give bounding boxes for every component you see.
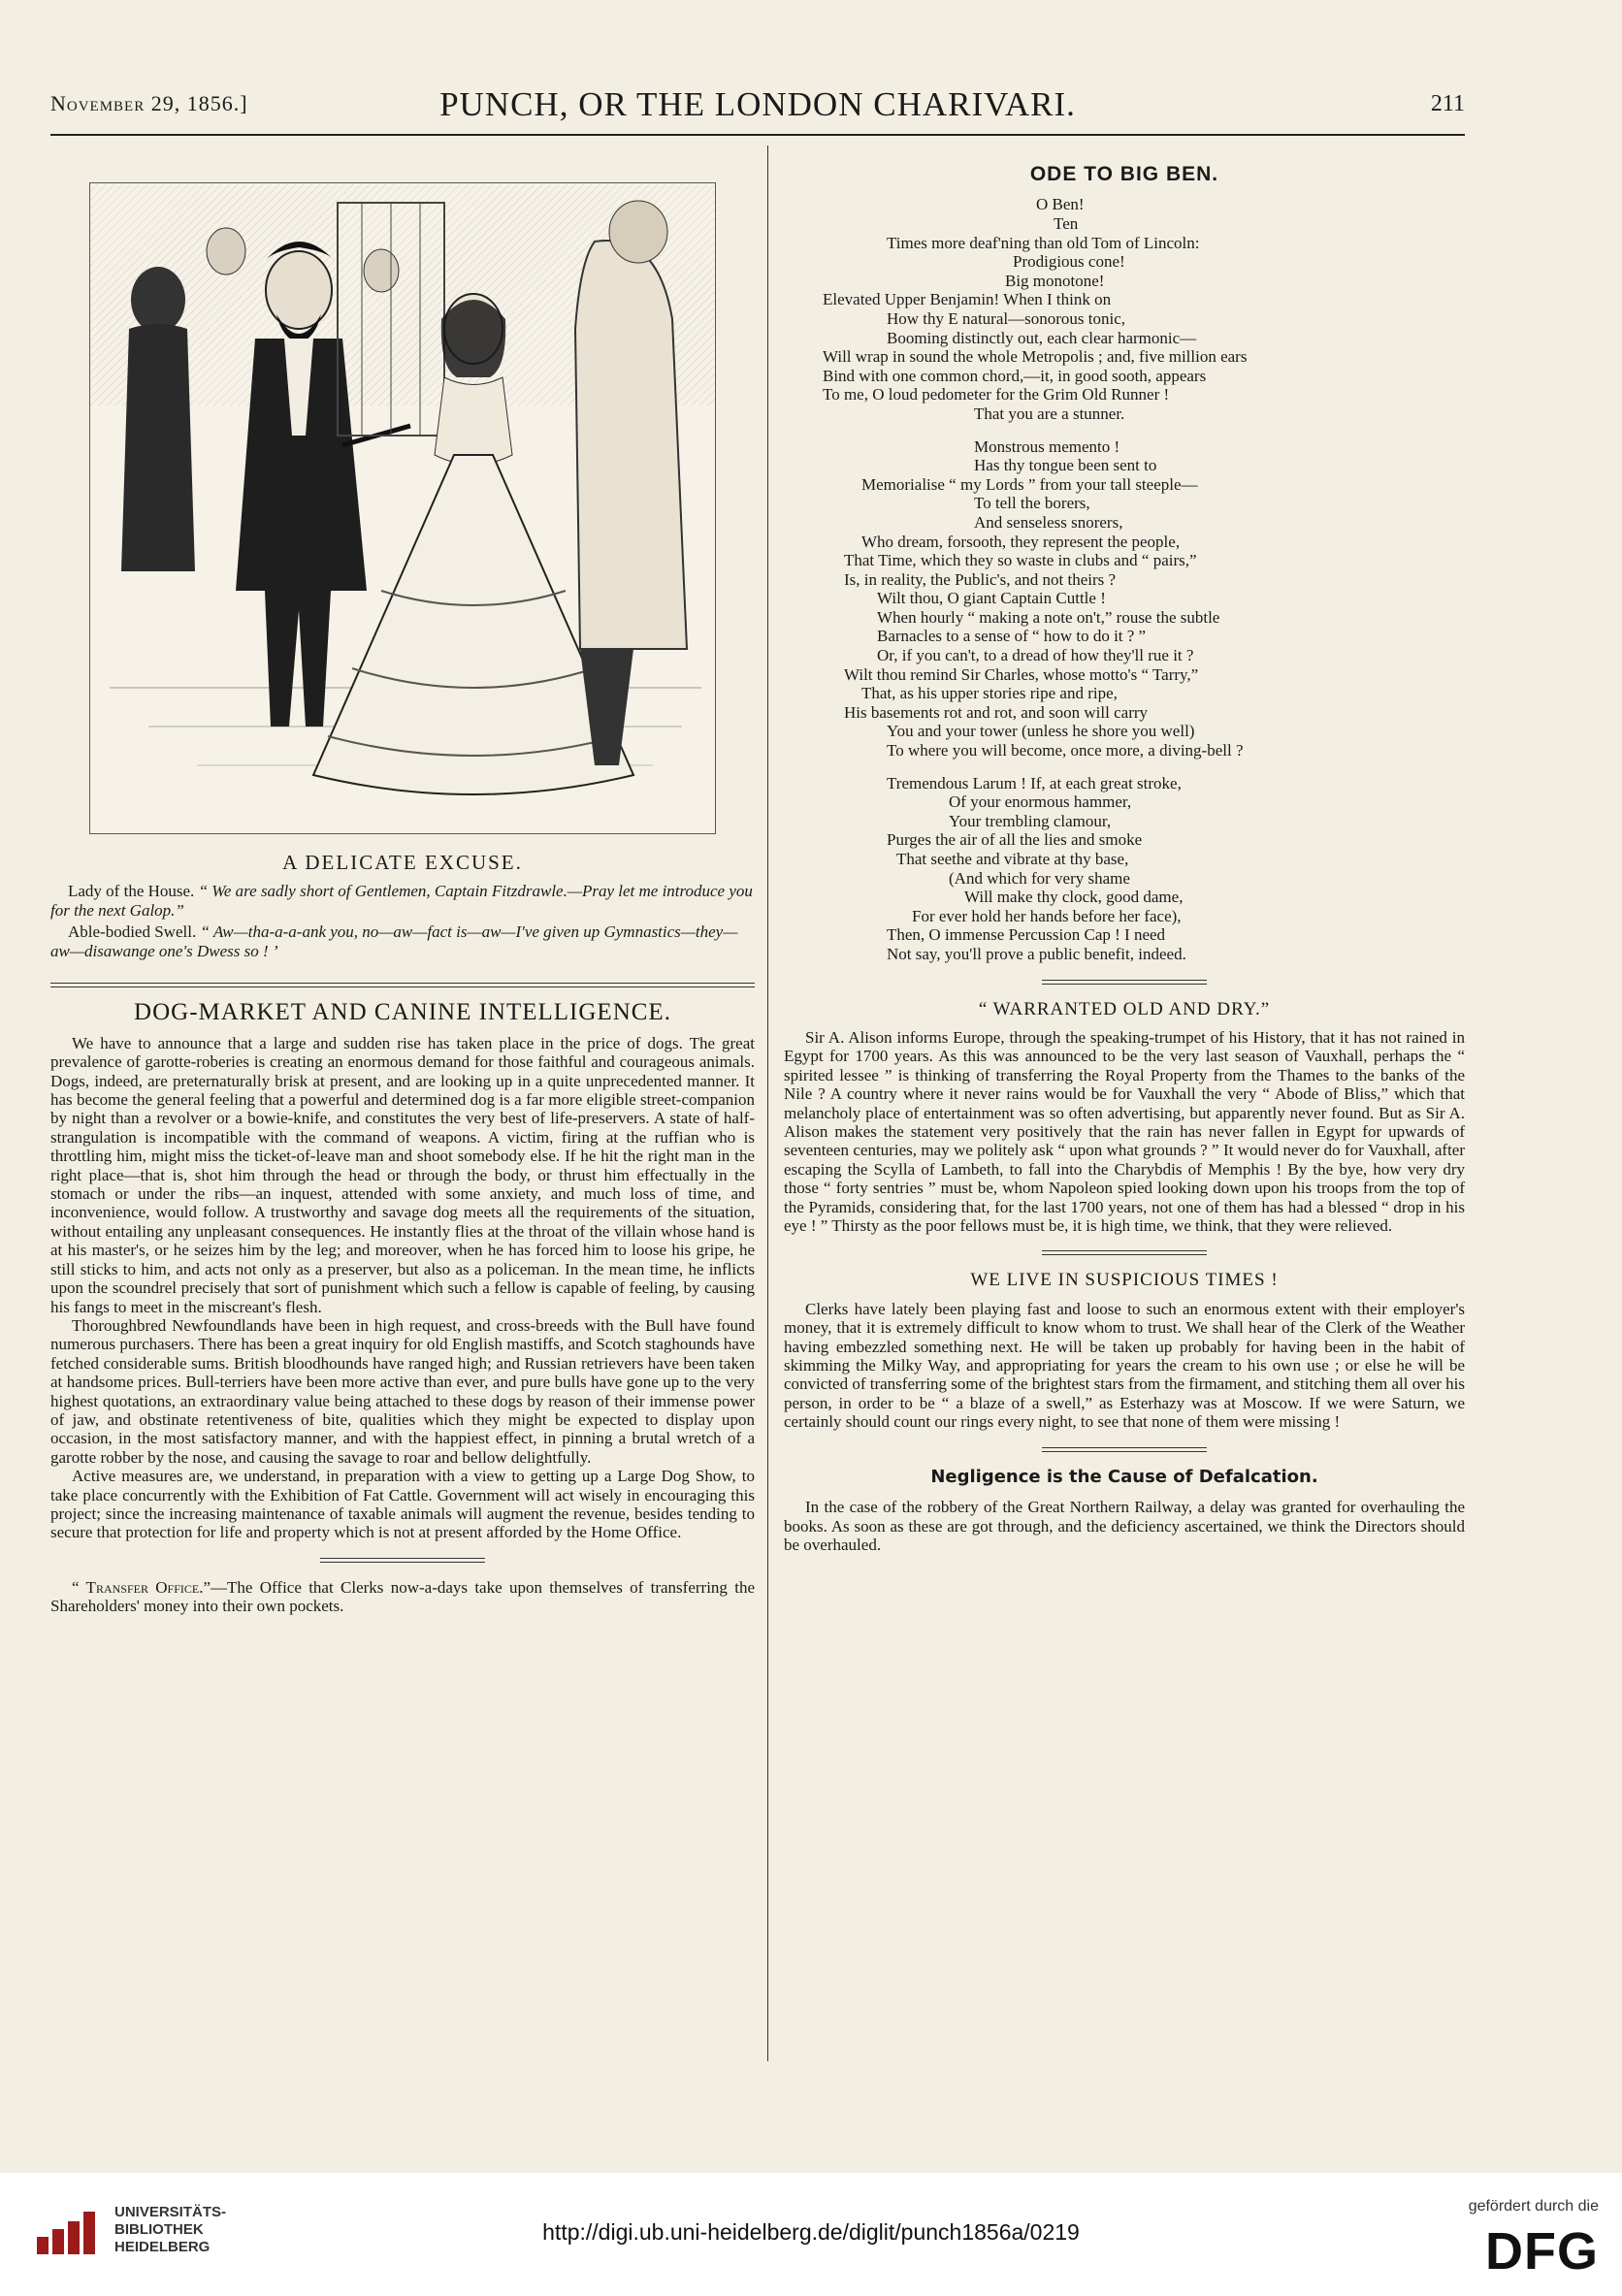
- viewer-footer: [0, 2173, 1622, 2296]
- dog-market-paragraph-2: Thoroughbred Newfoundlands have been in high request, and cross-breeds with the Bull have found numerous purchasers. There has been a great inquiry for old English mastiffs, and Scotch staghounds have fetched considerable sums. British bloodhounds have ranged high; and Russian retrievers have been taken at handsome prices. Bull-terriers have been more active than ever, and pure bulls have gone up to the very highest quotations, an extraordinary value being attached to these dogs by reason of their immense power of jaw, and obstinate retentiveness of bite, qualities which they might be expected to display upon occasion, in the most satisfactory manner, and with the happiest effect, in pinning a brutal wretch of a garotte robber by the nose, and causing the savage to roar and bellow delightfully.: [50, 1315, 755, 1467]
- poem-line: Barnacles to a sense of “ how to do it ? ”: [877, 627, 1147, 646]
- poem-line: To where you will become, once more, a diving-bell ?: [887, 741, 1244, 760]
- poem-line: Big monotone!: [1005, 271, 1105, 290]
- permalink-url[interactable]: http://digi.ub.uni-heidelberg.de/diglit/punch1856a/0219: [542, 2219, 1080, 2245]
- header-rule: [50, 134, 1465, 136]
- poem-line: Will make thy clock, good dame,: [964, 888, 1184, 907]
- poem-line: Memorialise “ my Lords ” from your tall steeple—: [861, 474, 1198, 494]
- poem-line: Then, O immense Percussion Cap ! I need: [887, 925, 1166, 945]
- poem-line: Booming distinctly out, each clear harmonic—: [887, 328, 1197, 347]
- poem-line: Is, in reality, the Public's, and not theirs ?: [844, 569, 1117, 589]
- poem-line: That you are a stunner.: [974, 404, 1125, 423]
- poem-line: Wilt thou remind Sir Charles, whose motto's “ Tarry,”: [844, 664, 1199, 684]
- poem-line: Bind with one common chord,—it, in good sooth, appears: [823, 366, 1207, 385]
- poem-line: Who dream, forsooth, they represent the people,: [861, 532, 1181, 551]
- caption-1-speaker: Lady of the House.: [68, 882, 195, 901]
- warranted-paragraph: Sir A. Alison informs Europe, through the speaking-trumpet of his History, that it has not rained in Egypt for 1700 years. As this was announced to be the very last season of Vauxhall, perhaps the “ spirited lessee ” is thinking of transferring the Royal Property from the Thames to the banks of the Nile ? A country where it never rains would be for Vauxhall the very “ Abode of Bliss,” which that melancholy place of entertainment was so often advertising, but apparently never found. But as Sir A. Alison makes the statement very positively that the rain has never fallen in Egypt for upwards of seventeen centuries, may we politely ask “ upon what grounds ? ” It would never do for Vauxhall, after escaping the Scylla of Lambeth, to fall into the Charybdis of Memphis ! By the bye, how very dry those “ forty sentries ” must be, whom Napoleon spied looking down upon his troops from the top of the Pyramids, considering that, for the last 1700 years, not one of them has had a blessed “ drop in his eye ! ” Thirsty as the poor fellows must be, it is high time, we think, that they were relieved.: [784, 1027, 1465, 1236]
- poem-line: When hourly “ making a note on't,” rouse the subtle: [877, 607, 1220, 627]
- transfer-text: —The Office that Clerks now-a-days take upon themselves of transferring the Shareholders' money into their own pockets.: [50, 1577, 756, 1616]
- poem-line: Purges the air of all the lies and smoke: [887, 830, 1143, 850]
- caption-1-quote: “ We are sadly short of Gentlemen, Captain Fitzdrawle.—Pray let me introduce you for the next Galop.”: [50, 882, 753, 921]
- header-date: November 29, 1856.]: [50, 91, 248, 115]
- poem-line: How thy E natural—sonorous tonic,: [887, 308, 1125, 328]
- suspicious-title: WE LIVE IN SUSPICIOUS TIMES !: [970, 1270, 1279, 1291]
- poem-line: Elevated Upper Benjamin! When I think on: [823, 290, 1112, 309]
- poem-line: Tremendous Larum ! If, at each great stroke,: [887, 773, 1182, 792]
- poem-line: O Ben!: [1036, 195, 1085, 214]
- transfer-paragraph: [50, 1578, 755, 1616]
- transfer-lead: “ Transfer Office.”: [72, 1577, 211, 1597]
- library-line-3: HEIDELBERG: [114, 2239, 211, 2255]
- library-line-1: UNIVERSITÄTS-: [114, 2204, 227, 2220]
- poem-line: His basements rot and rot, and soon will carry: [844, 702, 1149, 722]
- section-rule: [50, 983, 755, 987]
- poem-line: Will wrap in sound the whole Metropolis ; and, five million ears: [823, 347, 1248, 367]
- poem-line: That seethe and vibrate at thy base,: [896, 850, 1129, 868]
- warranted-title: “ WARRANTED OLD AND DRY.”: [978, 998, 1271, 1019]
- poem-line: Times more deaf'ning than old Tom of Lincoln:: [887, 233, 1200, 252]
- dog-market-paragraph-1: We have to announce that a large and sudden rise has taken place in the price of dogs. The great prevalence of garotte-roberies is creating an enormous demand for those faithful and courageous animals. Dogs, indeed, are preternaturally brisk at present, and are looking up in a quite unprecedented manner. It has become the general feeling that a powerful and determined dog is a far more eligible street-companion by night than a revolver or a bowie-knife, and constitutes the very best of life-preservers. A state of half-strangulation is incompatible with the command of weapons. A victim, firing at the ruffian who is throttling him, might miss the ticket-of-leave man and shoot somebody else. If he hit the right man in the right place—that is, shot him through the head or through the body, or thrust him effectually in the stomach or under the ribs—an inquest, attended with some anxiety, and much loss of time, and inconvenience, would follow. A trustworthy and savage dog meets all the requirements of the situation, without entailing any unpleasant consequences. He instantly flies at the throat of the villain whose hand is at his master's, or he seizes him by the leg; and moreover, when he has forced him to loose his gripe, he still sticks to him, and acts not only as a preserver, but also as a policeman. In the mean time, he inflicts upon the scoundrel precisely that sort of punishment which such a fellow is capable of feeling, by causing his fangs to meet in the miscreant's flesh.: [50, 1033, 755, 1316]
- page-header: [50, 85, 1465, 132]
- poem-line: That, as his upper stories ripe and ripe,: [861, 684, 1118, 703]
- section-rule-short: [1042, 1250, 1207, 1255]
- suspicious-paragraph: Clerks have lately been playing fast and loose to such an enormous extent with their employer's money, that it is extremely difficult to know whom to trust. We shall hear of the Clerk of the Weather having embezzled something next. He will be taken up probably for having been in the habit of skimming the Milky Way, and appropriating for years the cream to his own use ; or else he will be convicted of transferring some of the brightest stars from the firmament, and stitching them all over his person, in order to be “ a blaze of a swell,” as Esterhazy was at Moscow. If we were Saturn, we certainly should count our rings every night, to see that none of them were missing !: [784, 1299, 1466, 1432]
- poem-line: To tell the borers,: [974, 494, 1090, 513]
- poem-line: Or, if you can't, to a dread of how they'll rue it ?: [877, 646, 1194, 665]
- dog-market-paragraph-3: Active measures are, we understand, in preparation with a view to getting up a Large Dog Show, to take place concurrently with the Exhibition of Fat Cattle. Government will act wisely in encouraging this project; since the increasing maintenance of taxable animals will augment the revenue, besides tending to secure that protection for life and property which is not at present afforded by the Home Office.: [50, 1467, 755, 1542]
- header-title: PUNCH, OR THE LONDON CHARIVARI.: [439, 85, 1076, 123]
- poem-line: Has thy tongue been sent to: [974, 456, 1157, 475]
- section-rule-short: [320, 1558, 485, 1563]
- page-number: 211: [1430, 91, 1465, 116]
- poem-line: (And which for very shame: [949, 868, 1130, 888]
- right-column: [784, 142, 1465, 1554]
- cartoon-caption-1: [50, 882, 755, 921]
- poem-line: Wilt thou, O giant Captain Cuttle !: [877, 589, 1106, 608]
- poem-line: That Time, which they so waste in clubs and “ pairs,”: [844, 551, 1197, 570]
- ode-stanza-2: [784, 437, 1465, 760]
- ode-stanza-3: [784, 774, 1465, 964]
- poem-line: Monstrous memento !: [974, 437, 1120, 456]
- negligence-paragraph: In the case of the robbery of the Great Northern Railway, a delay was granted for overhauling the books. As soon as these are got through, and the deficiency ascertained, we think the Directors should be overhauled.: [784, 1498, 1465, 1554]
- poem-line: Of your enormous hammer,: [949, 792, 1132, 812]
- ode-poem: [784, 195, 1465, 963]
- section-rule-short: [1042, 980, 1207, 985]
- dfg-logo: DFG: [1485, 2222, 1599, 2280]
- cartoon-caption-2: [50, 922, 755, 961]
- column-divider: [767, 146, 768, 2061]
- cartoon-illustration: [89, 182, 716, 834]
- negligence-title: Negligence is the Cause of Defalcation.: [930, 1466, 1318, 1487]
- section-rule-short: [1042, 1447, 1207, 1452]
- poem-line: Prodigious cone!: [1013, 252, 1125, 272]
- poem-line: You and your tower (unless he shore you well): [887, 722, 1195, 741]
- poem-line: For ever hold her hands before her face),: [912, 906, 1182, 925]
- sponsor-caption: gefördert durch die: [1468, 2198, 1599, 2215]
- dog-market-title: DOG-MARKET AND CANINE INTELLIGENCE.: [134, 999, 671, 1026]
- poem-line: And senseless snorers,: [974, 512, 1123, 532]
- caption-2-quote: “ Aw—tha-a-a-ank you, no—aw—fact is—aw—I've given up Gymnastics—they—aw—disawange one's Dwess so ! ’: [50, 922, 738, 961]
- ode-stanza-1: [784, 195, 1465, 423]
- library-line-2: BIBLIOTHEK: [114, 2221, 204, 2238]
- poem-line: Ten: [1054, 214, 1079, 233]
- left-column: [50, 142, 755, 1616]
- cartoon-title: A DELICATE EXCUSE.: [282, 851, 523, 874]
- cartoon-drawing: [90, 183, 715, 833]
- poem-line: Your trembling clamour,: [949, 811, 1112, 830]
- caption-2-speaker: Able-bodied Swell.: [68, 922, 197, 942]
- poem-line: To me, O loud pedometer for the Grim Old Runner !: [823, 385, 1170, 404]
- ode-title: ODE TO BIG BEN.: [1029, 163, 1219, 185]
- poem-line: Not say, you'll prove a public benefit, indeed.: [887, 944, 1186, 963]
